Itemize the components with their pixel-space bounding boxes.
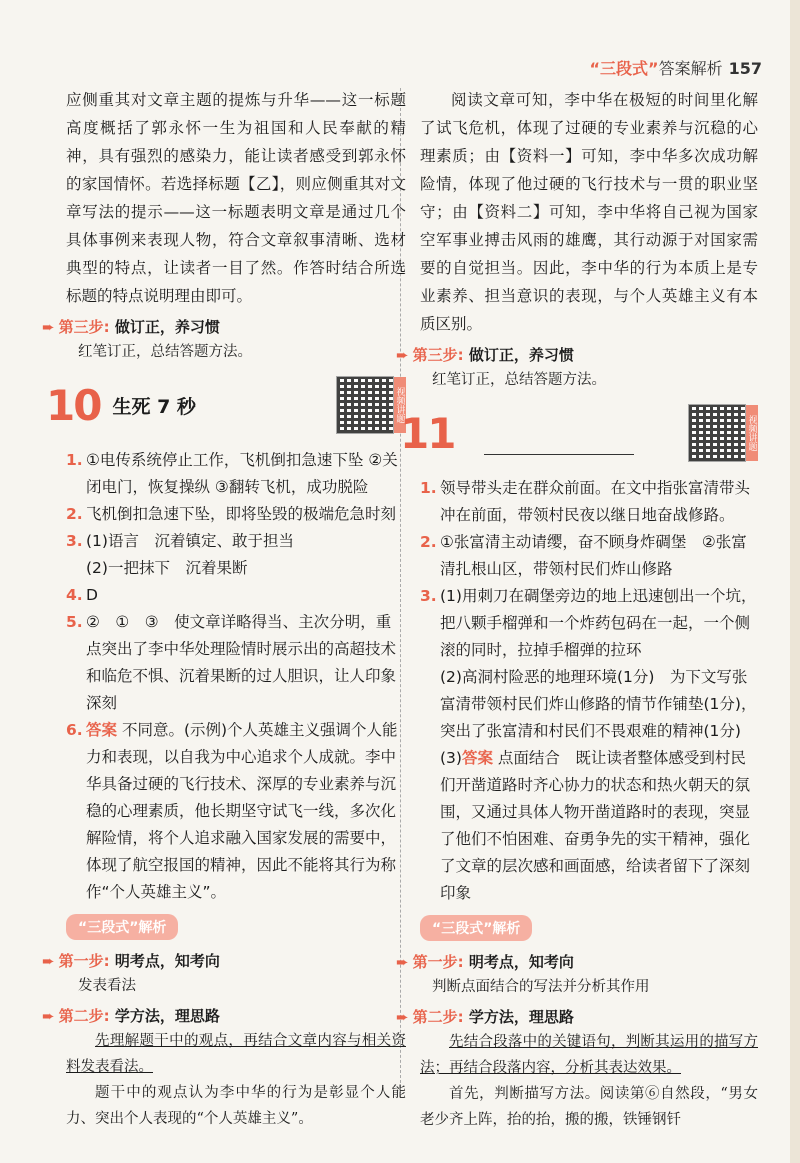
q10-answer-3: 3. (1)语言 沉着镇定、敢于担当 <box>66 532 294 550</box>
arrow-icon: ➨ <box>396 953 409 971</box>
q10-title: 生死 7 秒 <box>112 395 196 418</box>
q11-step2-underlined: 先结合段落中的关键语句，判断其运用的描写方法；再结合段落内容，分析其表达效果。 <box>420 1034 758 1076</box>
right-intro-paragraph: 阅读文章可知，李中华在极短的时间里化解了试飞危机，体现了过硬的专业素养与沉稳的心理素质；由【资料一】可知，李中华多次成功解险情，体现了他过硬的飞行技术与一贯的职业坚守；由【资料二】可知，李中华将自己视为国家空军事业搏击风雨的雄鹰，其行动源于对国家需要的自觉担当。因此，李中华的行为本质上是专业素养、担当意识的表现，与个人英雄主义有本质区别。 <box>420 91 758 333</box>
header-brand: “三段式” <box>589 59 659 78</box>
q10-qr[interactable] <box>336 376 406 434</box>
qr-code-icon[interactable] <box>688 404 746 462</box>
q11-step2-heading: ➨ 第二步: 学方法，理思路 <box>396 1008 574 1026</box>
q10-analysis-badge: “三段式”解析 <box>66 914 178 940</box>
q11-answer-3: 3. (1)用刺刀在碉堡旁边的地上迅速刨出一个坑，把八颗手榴弹和一个炸药包码在一起，一个侧滚的同时，拉掉手榴弹的拉环 <box>420 587 757 659</box>
q10-step1-text: 发表看法 <box>78 978 136 994</box>
right-step3-heading: ➨ 第三步: 做订正，养习惯 <box>396 346 574 364</box>
q10-answer-6: 6. 答案 不同意。(示例)个人英雄主义强调个人能力和表现，以自我为中心追求个人成就。李中华具备过硬的飞行技术、深厚的专业素养与沉稳的心理素质，他长期坚守试飞一线，多次化解险情，将个人追求融入国家发展的需要中，体现了航空报国的精神，因此不能将其行为称作“个人英雄主义”。 <box>66 721 398 901</box>
q10-answer-3b: (2)一把抹下 沉着果断 <box>86 559 248 577</box>
q10-step1-heading: ➨ 第一步: 明考点，知考向 <box>42 952 220 970</box>
q11-heading <box>400 403 758 463</box>
q10-qr-tag: 视频讲题 <box>394 377 406 433</box>
q11-step1-text: 判断点面结合的写法并分析其作用 <box>432 979 650 995</box>
arrow-icon: ➨ <box>42 1007 55 1025</box>
right-step3-text: 红笔订正，总结答题方法。 <box>432 372 606 388</box>
left-step3-text: 红笔订正，总结答题方法。 <box>78 344 252 360</box>
q10-answer-4: 4. D <box>66 586 98 604</box>
right-column <box>396 86 758 1133</box>
q11-answer-3c: (3)答案 点面结合 既让读者整体感受到村民们开凿道路时齐心协力的状态和热火朝天的氛围，又通过具体人物开凿道路时的表现，突显了他们不怕困难、奋勇争先的实干精神，强化了文章的层次感和画面感，给读者留下了深刻印象 <box>440 749 751 902</box>
q11-analysis-badge: “三段式”解析 <box>420 915 532 941</box>
left-column <box>42 86 406 1132</box>
page-edge <box>790 0 800 1163</box>
q11-answer-2: 2. ①张富清主动请缨，奋不顾身炸碉堡 ②张富清扎根山区，带领村民们炸山修路 <box>420 533 747 578</box>
q10-answer-5: 5. ② ① ③ 使文章详略得当、主次分明，重点突出了李中华处理险情时展示出的高超技术和临危不惧、沉着果断的过人胆识，让人印象深刻 <box>66 613 397 712</box>
q11-answer-1: 1. 领导带头走在群众前面。在文中指张富清带头冲在前面，带领村民夜以继日地奋战修路。 <box>420 479 751 524</box>
q11-step1-heading: ➨ 第一步: 明考点，知考向 <box>396 953 574 971</box>
q11-answer-3b: (2)高洞村险恶的地理环境(1分) 为下文写张富清带领村民们炸山修路的情节作铺垫(1分)，突出了张富清和村民们不畏艰难的精神(1分) <box>440 668 757 740</box>
q10-step2-text: 题干中的观点认为李中华的行为是彰显个人能力、突出个人表现的“个人英雄主义”。 <box>66 1085 406 1127</box>
q10-answer-1: 1. ①电传系统停止工作，飞机倒扣急速下坠 ②关闭电门，恢复操纵 ③翻转飞机，成功脱险 <box>66 451 398 496</box>
arrow-icon: ➨ <box>396 1008 409 1026</box>
left-intro-paragraph: 应侧重其对文章主题的提炼与升华——这一标题高度概括了郭永怀一生为祖国和人民奉献的精神，具有强烈的感染力，能让读者感受到郭永怀的家国情怀。若选择标题【乙】，则应侧重其对文章写法的提示——这一标题表明文章是通过几个具体事例来表现人物，符合文章叙事清晰、选材典型的特点，让读者一目了然。作答时结合所选标题的特点说明理由即可。 <box>66 91 406 305</box>
q10-answer-2: 2. 飞机倒扣急速下坠，即将坠毁的极端危急时刻 <box>66 505 397 523</box>
q11-number: 11 <box>400 408 455 458</box>
q11-qr-tag: 视频讲题 <box>746 405 758 461</box>
page-number: 157 <box>728 59 762 78</box>
header-title: 答案解析 <box>658 59 723 78</box>
left-step3-heading: ➨ 第三步: 做订正，养习惯 <box>42 318 220 336</box>
q10-step2-heading: ➨ 第二步: 学方法，理思路 <box>42 1007 220 1025</box>
q11-title-blank <box>484 434 634 455</box>
q10-heading <box>46 375 406 435</box>
arrow-icon: ➨ <box>42 318 55 336</box>
q10-number: 10 <box>46 380 101 430</box>
arrow-icon: ➨ <box>396 346 409 364</box>
qr-code-icon[interactable] <box>336 376 394 434</box>
arrow-icon: ➨ <box>42 952 55 970</box>
q10-step2-underlined: 先理解题干中的观点，再结合文章内容与相关资料发表看法。 <box>66 1033 406 1075</box>
page-header <box>590 56 762 79</box>
q11-step2-text: 首先，判断描写方法。阅读第⑥自然段，“男女老少齐上阵，抬的抬，搬的搬，铁锤钢钎 <box>420 1086 758 1128</box>
q11-qr[interactable] <box>688 404 758 462</box>
